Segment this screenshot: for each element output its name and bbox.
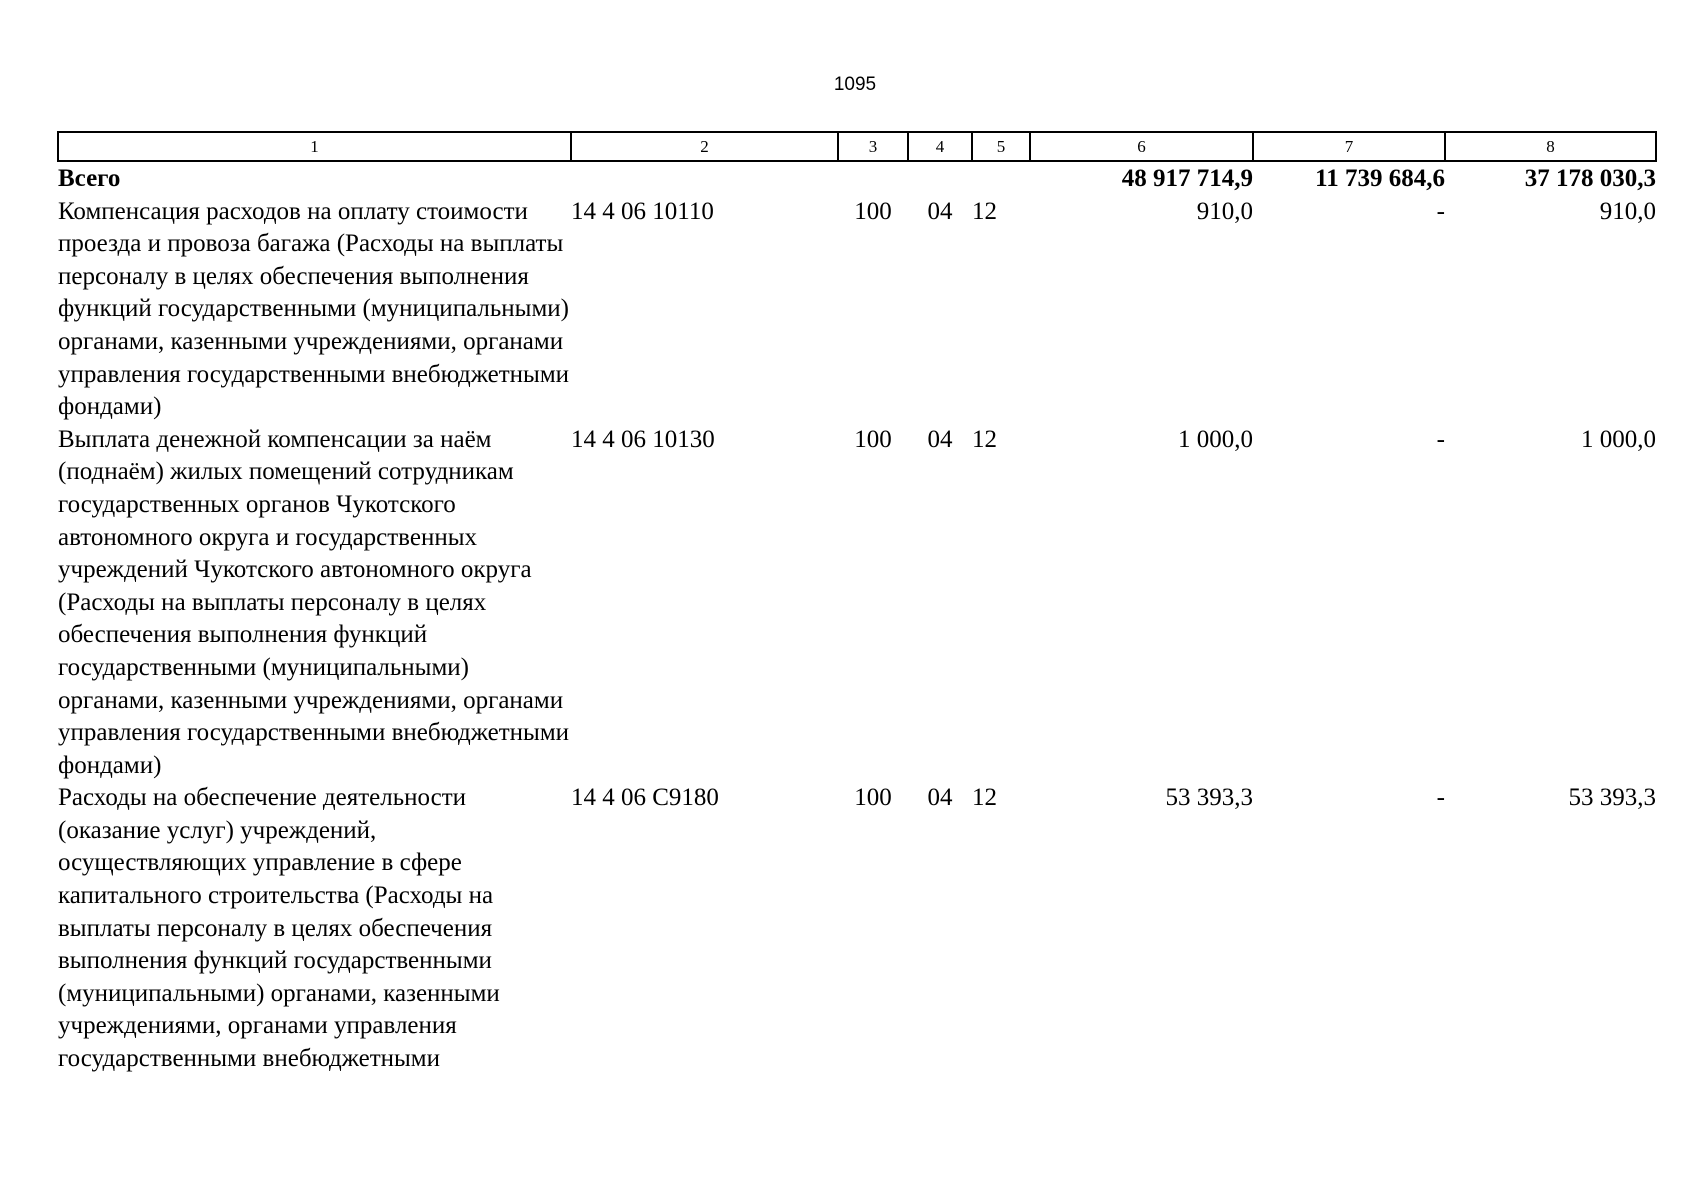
total-empty-cell	[571, 161, 838, 196]
total-label: Всего	[58, 165, 121, 192]
row-description: Расходы на обеспечение деятельности (оказание услуг) учреждений, осуществляющих управление в сфере капитального строительства (Расходы на выплаты персоналу в целях обеспечения выполнения функций государственными (муниципальными) органами, казенными учреждениями, органами управления государственными внебюджетными	[58, 784, 500, 1073]
row-expense-type: 100	[854, 784, 892, 812]
row-col8: 1 000,0	[1581, 425, 1656, 453]
row-target-article: 14 4 06 10110	[571, 197, 714, 225]
row-col7: -	[1436, 197, 1445, 225]
table-header-row	[58, 132, 1656, 161]
column-number-3: 3	[838, 132, 908, 161]
column-number-5: 5	[972, 132, 1030, 161]
row-description: Компенсация расходов на оплату стоимости проезда и провоза багажа (Расходы на выплаты персоналу в целях обеспечения выполнения функций государственными (муниципальными) органами, казенными учреждениями, органами управления государственными внебюджетными фондами)	[58, 197, 570, 421]
total-col6: 48 917 714,9	[1121, 165, 1253, 192]
table-row	[58, 196, 1656, 424]
row-col7: -	[1436, 425, 1445, 453]
row-description: Выплата денежной компенсации за наём (поднаём) жилых помещений сотрудникам государственных органов Чукотского автономного округа и государственных учреждений Чукотского автономного округа (Расходы на выплаты персоналу в целях обеспечения выполнения функций государственными (муниципальными) органами, казенными учреждениями, органами управления государственными внебюджетными фондами)	[58, 425, 570, 779]
page-number: 1095	[833, 74, 877, 95]
row-col6: 53 393,3	[1165, 784, 1253, 812]
row-section: 04	[927, 425, 953, 453]
row-target-article: 14 4 06 С9180	[571, 784, 719, 812]
total-col8: 37 178 030,3	[1524, 165, 1656, 192]
column-number-1: 1	[58, 132, 571, 161]
row-section: 04	[927, 784, 953, 812]
total-row	[58, 161, 1656, 196]
table-row	[58, 782, 1656, 1075]
total-empty-cell	[972, 161, 1030, 196]
total-empty-cell	[838, 161, 908, 196]
row-subsection: 12	[972, 784, 997, 812]
row-col8: 53 393,3	[1568, 784, 1656, 812]
row-section: 04	[927, 197, 953, 225]
table-row	[58, 424, 1656, 783]
row-target-article: 14 4 06 10130	[571, 425, 715, 453]
row-subsection: 12	[972, 197, 997, 225]
row-expense-type: 100	[854, 425, 892, 453]
row-col6: 1 000,0	[1178, 425, 1253, 453]
column-number-4: 4	[908, 132, 972, 161]
column-number-2: 2	[571, 132, 838, 161]
column-number-7: 7	[1253, 132, 1445, 161]
row-col7: -	[1436, 784, 1445, 812]
row-col6: 910,0	[1196, 197, 1253, 225]
row-subsection: 12	[972, 425, 997, 453]
column-number-6: 6	[1030, 132, 1253, 161]
row-expense-type: 100	[854, 197, 892, 225]
row-col8: 910,0	[1599, 197, 1656, 225]
budget-table	[57, 131, 1657, 1076]
total-empty-cell	[908, 161, 972, 196]
column-number-8: 8	[1445, 132, 1656, 161]
total-col7: 11 739 684,6	[1315, 165, 1445, 192]
